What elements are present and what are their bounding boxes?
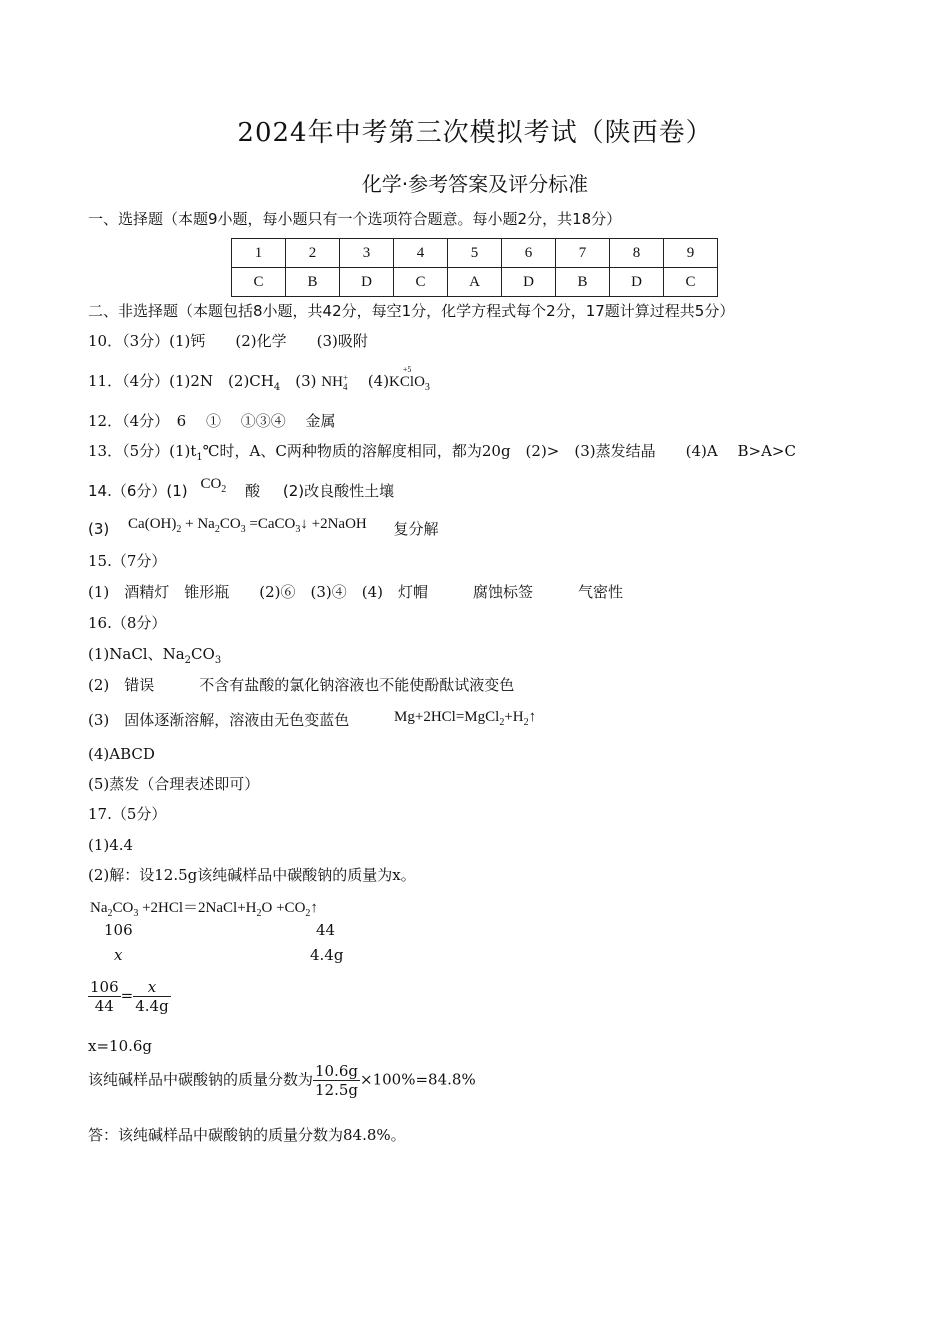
eq-sub: 2 [499, 717, 505, 728]
q13-part-b: ℃时，A、C两种物质的溶解度相同，都为20g (2)> (3)蒸发结晶 (4)A B>A>C [202, 442, 796, 460]
q13-sub: 1 [196, 452, 203, 463]
section2-heading: 二、非选择题（本题包括8小题，共42分，每空1分，化学方程式每个2分，17题计算过程共5分） [88, 302, 735, 320]
potassium-chlorate [389, 365, 430, 393]
q14-line2 [88, 518, 439, 547]
frac-den: 44 [94, 997, 114, 1015]
eq-sub: 2 [176, 524, 182, 535]
proportion-equation [88, 978, 171, 1015]
frac-num: 106 [90, 978, 119, 996]
table-cell: 6 [502, 239, 556, 268]
table-cell: D [340, 268, 394, 297]
eq-part: =CaCO [245, 516, 296, 532]
o-symbol: O [414, 374, 425, 390]
molar-mass-1: 106 [104, 921, 133, 939]
q11-p4: (4) [352, 372, 390, 390]
table-cell: D [610, 268, 664, 297]
table-cell: 8 [610, 239, 664, 268]
q15-answer: (1) 酒精灯 锥形瓶 (2)⑥ (3)④ (4) 灯帽 腐蚀标签 气密性 [88, 583, 623, 601]
eq-part: Ca(OH) [128, 516, 177, 532]
eq-part: +2HCl＝2NaCl+H [138, 900, 257, 916]
eq-part: ↓ +2NaOH [300, 516, 367, 532]
q11-answer [88, 365, 430, 399]
eq-sub: 2 [107, 908, 113, 919]
q17-line2: (2)解：设12.5g该纯碱样品中碳酸钠的质量为x。 [88, 866, 416, 884]
q16-equation [394, 709, 537, 728]
page-title: 2024年中考第三次模拟考试（陕西卷） [237, 118, 713, 148]
q17-result: x=10.6g [88, 1037, 153, 1055]
eq-part: Na [90, 900, 108, 916]
frac-den: 4.4g [135, 997, 169, 1015]
q14-acid: 酸 [245, 482, 261, 500]
molar-mass-2: 44 [316, 921, 336, 939]
pct-label: 该纯碱样品中碳酸钠的质量分数为 [88, 1070, 314, 1089]
q16-l1-part: CO [191, 645, 215, 663]
eq-sub: 2 [305, 908, 311, 919]
q15-heading: 15.（7分） [88, 552, 167, 570]
fraction-right [133, 978, 170, 1015]
ammonium-charge: + [342, 372, 349, 383]
q16-line5: (5)蒸发（合理表述即可） [88, 775, 260, 793]
fraction-left [88, 978, 121, 1015]
co2-formula [200, 476, 227, 495]
q17-heading: 17.（5分） [88, 805, 167, 823]
table-cell: 4 [394, 239, 448, 268]
eq-sub: 3 [295, 524, 301, 535]
q11-sub: 4 [273, 382, 281, 393]
eq-sub: 2 [214, 524, 220, 535]
q14-line1 [88, 476, 395, 509]
ammonium-ion [321, 374, 348, 390]
frac-den: 12.5g [315, 1081, 359, 1099]
q14-label: 14.（6分）(1) [88, 482, 188, 500]
q17-line1: (1)4.4 [88, 836, 134, 854]
table-cell: 3 [340, 239, 394, 268]
ammonium-sub: 4 [342, 381, 348, 392]
table-cell: B [286, 268, 340, 297]
q16-line2: (2) 错误 不含有盐酸的氯化钠溶液也不能使酚酞试液变色 [88, 676, 515, 694]
table-row [232, 268, 718, 297]
q14-equation [128, 516, 367, 535]
cl-symbol: Cl [399, 374, 415, 390]
eq-sub: 3 [133, 908, 139, 919]
eq-sub: 2 [256, 908, 262, 919]
q16-l1-sub: 2 [184, 655, 192, 666]
table-cell: C [394, 268, 448, 297]
choice-answer-table [231, 238, 718, 297]
q16-l3-text: (3) 固体逐渐溶解，溶液由无色变蓝色 [88, 711, 350, 729]
table-cell: 7 [556, 239, 610, 268]
eq-part: O +CO [261, 900, 306, 916]
q16-heading: 16.（8分） [88, 614, 167, 632]
eq-part: CO [112, 900, 134, 916]
table-cell: C [232, 268, 286, 297]
table-cell: C [664, 268, 718, 297]
equals-sign: = [120, 986, 134, 1005]
unknown-x: x [114, 946, 123, 964]
k-symbol: K [389, 374, 400, 390]
eq-part: ↑ [528, 709, 537, 725]
eq-part: CO [219, 516, 241, 532]
ammonium-text: NH [321, 374, 343, 390]
frac-num: 10.6g [315, 1062, 359, 1080]
o-sub: 3 [424, 382, 430, 393]
pct-fraction [313, 1062, 360, 1099]
reaction-type: 复分解 [393, 520, 439, 538]
pct-tail: ×100%=84.8% [360, 1070, 476, 1089]
eq-sub: 2 [523, 717, 529, 728]
q17-answer: 答：该纯碱样品中碳酸钠的质量分数为84.8%。 [88, 1126, 406, 1144]
known-mass: 4.4g [310, 946, 344, 964]
frac-num: x [133, 978, 170, 997]
page-subtitle: 化学·参考答案及评分标准 [361, 172, 589, 196]
eq-part: +H [504, 709, 524, 725]
q17-equation [90, 896, 318, 919]
section1-heading: 一、选择题（本题9小题，每小题只有一个选项符合题意。每小题2分，共18分） [88, 210, 622, 228]
table-cell: 2 [286, 239, 340, 268]
table-cell: 1 [232, 239, 286, 268]
q16-line3 [88, 709, 536, 738]
q16-l1-part: (1)NaCl、Na [88, 645, 185, 663]
table-cell: 5 [448, 239, 502, 268]
q11-prefix: 11．（4分）(1)2N (2)CH [88, 372, 274, 390]
co2-text: CO [200, 476, 222, 492]
q13-part-a: 13．（5分）(1)t [88, 442, 197, 460]
q12-answer: 12．（4分） 6 ① ①③④ 金属 [88, 412, 336, 430]
q10-answer: 10．（3分）(1)钙 (2)化学 (3)吸附 [88, 332, 368, 350]
mass-fraction-line [88, 1062, 476, 1099]
q16-l1-sub: 3 [214, 655, 222, 666]
eq-sub: 3 [240, 524, 246, 535]
q14-part2: (2)改良酸性土壤 [282, 482, 395, 500]
table-cell: A [448, 268, 502, 297]
eq-part: Mg+2HCl=MgCl [394, 709, 500, 725]
q11-p3: (3) [280, 372, 317, 390]
q16-line4: (4)ABCD [88, 745, 155, 763]
table-cell: 9 [664, 239, 718, 268]
q13-answer [88, 440, 796, 469]
q14-part3-label: (3) [88, 520, 110, 538]
table-cell: D [502, 268, 556, 297]
table-cell: B [556, 268, 610, 297]
eq-part: + Na [181, 516, 215, 532]
eq-part: ↑ [310, 900, 318, 916]
co2-sub: 2 [221, 484, 227, 495]
q16-line1 [88, 643, 221, 672]
table-row [232, 239, 718, 268]
cl-valence: +5 [402, 365, 412, 374]
